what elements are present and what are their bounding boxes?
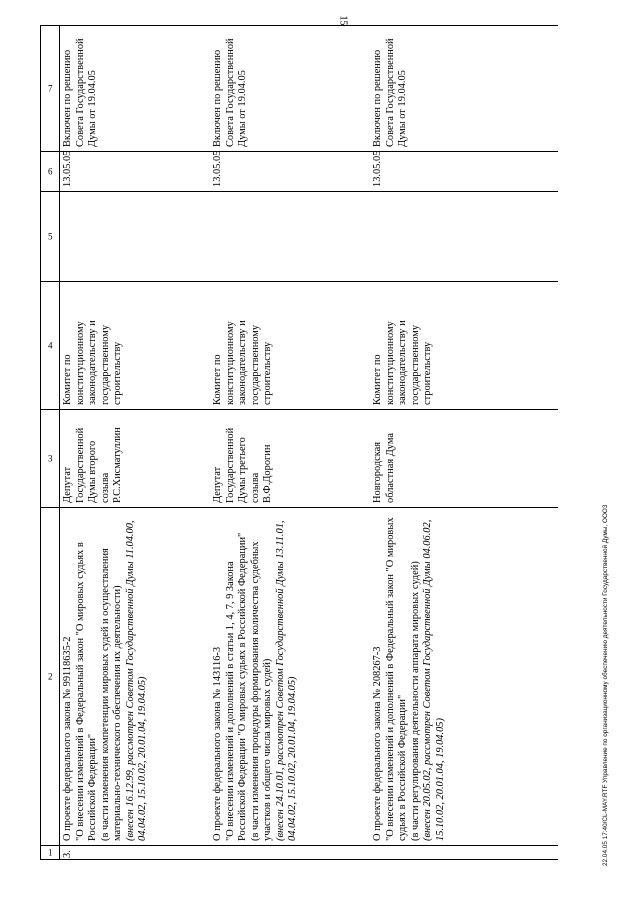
review-date: 13.05.05 xyxy=(60,152,211,192)
bill-history: (внесен 20.05.02, рассмотрен Советом Государственной Думы 04.06.02, 15.10.02, 20.01.04, 19.04.05) xyxy=(422,519,446,841)
bill-author: Депутат Государственной Думы третьего созыва В.Ф.Дорогин xyxy=(210,410,370,508)
bill-description xyxy=(60,508,211,846)
bill-author: Депутат Государственной Думы второго созыва Р.С.Хисматуллин xyxy=(60,410,211,508)
row-number: 3. xyxy=(60,846,211,860)
bill-title: О проекте федерального закона № 143116-3 xyxy=(212,646,223,841)
decision-note: Включен по решению Совета Государственной Думы от 19.04.05 xyxy=(370,26,558,152)
row-number xyxy=(370,846,558,860)
table-row xyxy=(60,26,211,860)
column-number: 6 xyxy=(41,152,60,192)
bill-history: (внесен 24.10.01, рассмотрен Советом Государственной Думы 13.11.01, 04.04.02, 15.10.02, 20.01.04, 19.04.05) xyxy=(274,520,298,841)
column-number: 7 xyxy=(41,26,60,152)
bill-description xyxy=(370,508,558,846)
column-number: 3 xyxy=(41,410,60,508)
column-number: 5 xyxy=(41,192,60,282)
table-row xyxy=(210,26,370,860)
decision-note: Включен по решению Совета Государственной Думы от 19.04.05 xyxy=(60,26,211,152)
review-date: 13.05.05 xyxy=(210,152,370,192)
responsible-committee: Комитет по конституционному законодательству и государственному строительству xyxy=(210,282,370,410)
bill-title: О проекте федерального закона № 208267-3 xyxy=(372,646,383,841)
bill-law: "О внесении изменений и дополнений в Федеральный закон "О мировых судьях в Российской Федерации" xyxy=(384,517,408,841)
rotated-table-container xyxy=(40,26,610,860)
column-number: 2 xyxy=(41,508,60,846)
bill-history: (внесен 16.12.99, рассмотрен Советом Государственной Думы 11.04.00, 04.04.02, 15.10.02, 20.01.04, 19.04.05) xyxy=(124,520,148,841)
column-5-cell xyxy=(370,192,558,282)
decision-note: Включен по решению Совета Государственной Думы от 19.04.05 xyxy=(210,26,370,152)
row-number xyxy=(210,846,370,860)
agenda-table xyxy=(40,25,558,860)
responsible-committee: Комитет по конституционному законодательству и государственному строительству xyxy=(60,282,211,410)
column-number-row xyxy=(41,26,60,860)
bill-law: "О внесении изменений и дополнений в статьи 1, 4, 7, 9 Закона Российской Федерации "О мировых судьях в Российской Федерации" xyxy=(224,532,248,841)
bill-scope: (в части изменения процедуры формирования количества судебных участков и общего числа мировых судей) xyxy=(249,541,273,841)
bill-scope: (в части изменения компетенции мировых судей и осуществления материально-технического обеспечения их деятельности) xyxy=(99,548,123,841)
bill-description xyxy=(210,508,370,846)
page-number: 15 xyxy=(337,15,349,26)
bill-law: "О внесении изменений в Федеральный закон "О мировых судьях в Российской Федерации" xyxy=(74,542,98,841)
review-date: 13.05.05 xyxy=(370,152,558,192)
table-row xyxy=(370,26,558,860)
column-number: 4 xyxy=(41,282,60,410)
bill-title: О проекте федерального закона № 99118635-2 xyxy=(62,636,73,841)
column-5-cell xyxy=(210,192,370,282)
bill-author: Новгородская областная Дума xyxy=(370,410,558,508)
responsible-committee: Комитет по конституционному законодательству и государственному строительству xyxy=(370,282,558,410)
column-5-cell xyxy=(60,192,211,282)
column-number: 1 xyxy=(41,846,60,860)
document-footer: 22.04.05 17:40/CL-MAY.RTF Управление по организационному обеспечению деятельности Государственной Думы, ООО3 xyxy=(602,504,609,866)
bill-scope: (в части регулирования деятельности аппарата мировых судей) xyxy=(409,561,421,841)
